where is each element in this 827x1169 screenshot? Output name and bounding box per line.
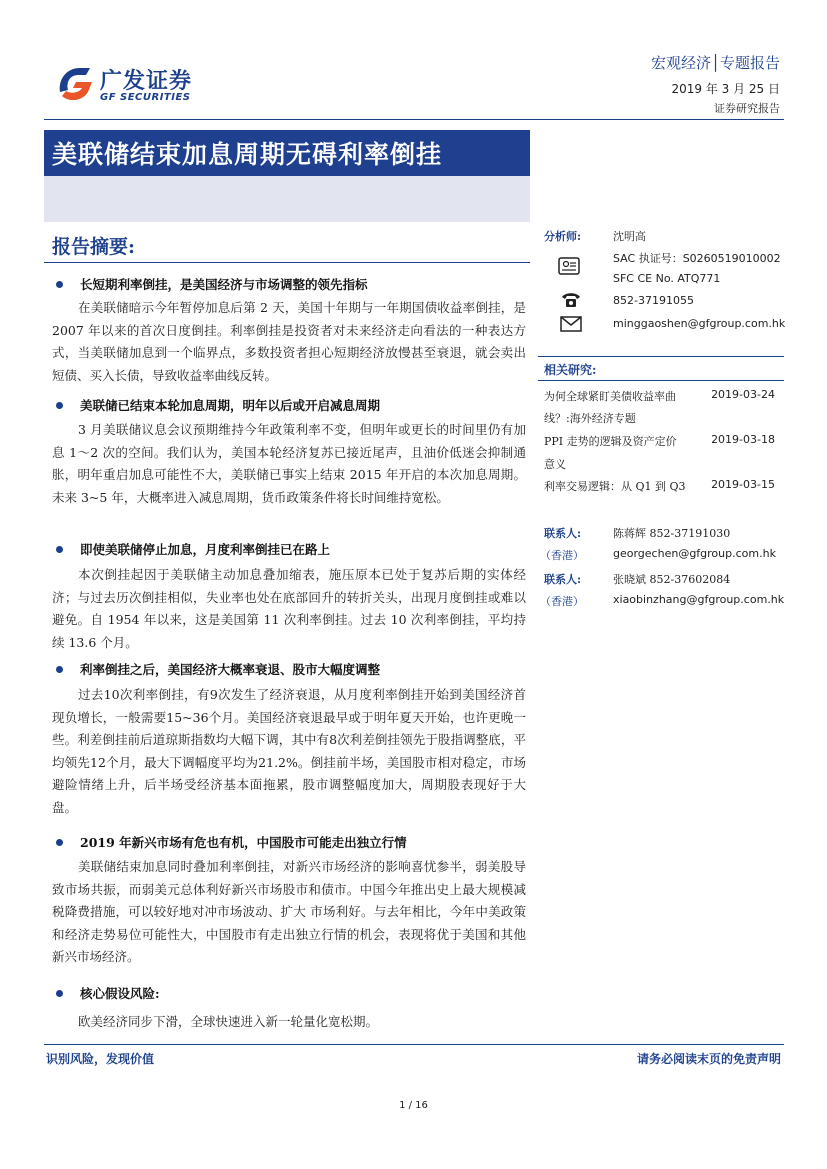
bullet-icon	[56, 402, 63, 409]
related-item-title[interactable]: 意义	[544, 458, 566, 471]
related-item-title[interactable]: 为何全球紧盯美债收益率曲	[544, 390, 676, 403]
contact-name-phone: 陈蒋辉 852-37191030	[613, 527, 731, 540]
section-heading: 核心假设风险:	[80, 986, 160, 1001]
summary-heading: 报告摘要:	[52, 236, 136, 258]
analyst-email[interactable]: minggaoshen@gfgroup.com.hk	[613, 317, 786, 330]
bullet-icon	[56, 990, 63, 997]
footer-divider	[44, 1044, 784, 1045]
section-paragraph: 欧美经济同步下滑，全球快速进入新一轮量化宽松期。	[78, 1014, 379, 1029]
related-item-date: 2019-03-24	[711, 388, 775, 401]
contact-region: （香港）	[540, 595, 584, 608]
sfc-number: SFC CE No. ATQ771	[613, 272, 721, 285]
section-heading: 利率倒挂之后，美国经济大概率衰退、股市大幅度调整	[80, 662, 381, 677]
report-kind: 证券研究报告	[714, 102, 780, 115]
bullet-icon	[56, 281, 63, 288]
summary-divider	[44, 262, 530, 263]
bullet-icon	[56, 839, 63, 846]
phone-icon	[560, 290, 582, 310]
page-title: 美联储结束加息周期无碍利率倒挂	[52, 140, 443, 169]
related-item-title[interactable]: PPI 走势的逻辑及资产定价	[544, 435, 677, 448]
contact-email[interactable]: xiaobinzhang@gfgroup.com.hk	[613, 593, 785, 606]
related-item-date: 2019-03-18	[711, 433, 775, 446]
header-divider	[44, 119, 784, 120]
section-paragraph: 过去10次利率倒挂，有9次发生了经济衰退，从月度利率倒挂开始到美国经济首现负增长，一般需要15~36个月。美国经济衰退最早或于明年夏天开始，也许更晚一些。利差倒挂前后道琼斯指数均大幅下调，其中有8次利差倒挂领先于股指调整底，平均领先12个月，最大下调幅度平均为21.2%。倒挂前半场，美国股市相对稳定，市场避险情绪上升，后半场受经济基本面拖累，股市调整幅度加大，周期股表现好于大盘。	[52, 687, 526, 815]
subtitle-band	[44, 176, 530, 222]
logo-chinese-name: 广发证券	[100, 69, 193, 94]
related-divider	[538, 356, 784, 357]
report-type: 宏观经济│专题报告	[650, 54, 780, 72]
section-heading: 2019 年新兴市场有危也有机，中国股市可能走出独立行情	[80, 835, 407, 850]
contact-region: （香港）	[540, 549, 584, 562]
analyst-phone: 852-37191055	[613, 294, 694, 307]
contact-name-phone: 张晓斌 852-37602084	[613, 573, 731, 586]
contact-email[interactable]: georgechen@gfgroup.com.hk	[613, 547, 776, 560]
footer-disclaimer[interactable]: 请务必阅读末页的免责声明	[636, 1052, 781, 1066]
footer-slogan: 识别风险，发现价值	[46, 1052, 155, 1066]
company-logo	[54, 62, 224, 106]
bullet-icon	[56, 546, 63, 553]
page-number: 1 / 16	[399, 1100, 428, 1111]
section-heading: 美联储已结束本轮加息周期，明年以后或开启减息周期	[80, 398, 381, 413]
sac-number: SAC 执证号：S0260519010002	[613, 252, 781, 265]
section-heading: 即使美联储停止加息，月度利率倒挂已在路上	[80, 542, 331, 557]
related-heading: 相关研究:	[544, 363, 597, 377]
related-heading-divider	[538, 380, 784, 381]
section-paragraph: 本次倒挂起因于美联储主动加息叠加缩表，施压原本已处于复苏后期的实体经济；与过去历次倒挂相似，失业率也处在底部回升的转折关头，出现月度倒挂或难以避免。自 1954 年以来，这是美国第 11 次利率倒挂。过去 10 次利率倒挂，平均持续 13.6 个月。	[52, 567, 526, 650]
contact-label: 联系人:	[544, 527, 582, 540]
analyst-name: 沈明高	[613, 230, 646, 243]
related-item-title[interactable]: 线？:海外经济专题	[544, 412, 636, 425]
section-heading: 长短期利率倒挂，是美国经济与市场调整的领先指标	[80, 277, 368, 292]
section-paragraph: 3 月美联储议息会议预期维持今年政策利率不变，但明年或更长的时间里仍有加息 1～2 次的空间。我们认为，美国本轮经济复苏已接近尾声，且油价低迷会抑制通胀，明年重启加息可能性不大，美联储已事实上结束 2015 年开启的本次加息周期。未来 3~5 年，大概率进入减息周期，货币政策条件将长时间维持宽松。	[52, 422, 526, 505]
id-card-icon	[558, 256, 580, 276]
gf-logo-icon	[54, 62, 96, 104]
bullet-icon	[56, 666, 63, 673]
contact-label: 联系人:	[544, 573, 582, 586]
related-item-title[interactable]: 利率交易逻辑：从 Q1 到 Q3	[544, 480, 686, 493]
report-date: 2019 年 3 月 25 日	[671, 82, 780, 96]
section-paragraph: 在美联储暗示今年暂停加息后第 2 天，美国十年期与一年期国债收益率倒挂，是 2007 年以来的首次日度倒挂。利率倒挂是投资者对未来经济走向看法的一种表达方式，当美联储加息到一个临界点，多数投资者担心短期经济放慢甚至衰退，就会卖出短债、买入长债，导致收益率曲线反转。	[52, 300, 526, 383]
envelope-icon	[560, 314, 582, 334]
related-item-date: 2019-03-15	[711, 478, 775, 491]
section-paragraph: 美联储结束加息同时叠加利率倒挂，对新兴市场经济的影响喜忧参半，弱美股导致市场共振，而弱美元总体利好新兴市场股市和债市。中国今年推出史上最大规模减税降费措施，可以较好地对冲市场波动、扩大 市场利好。与去年相比，今年中美政策和经济走势易位可能性大，中国股市有走出独立行情的机会，表现将优于美国和其他新兴市场经济。	[52, 859, 526, 964]
logo-english-name: GF SECURITIES	[100, 92, 191, 103]
analyst-label: 分析师:	[544, 230, 582, 243]
